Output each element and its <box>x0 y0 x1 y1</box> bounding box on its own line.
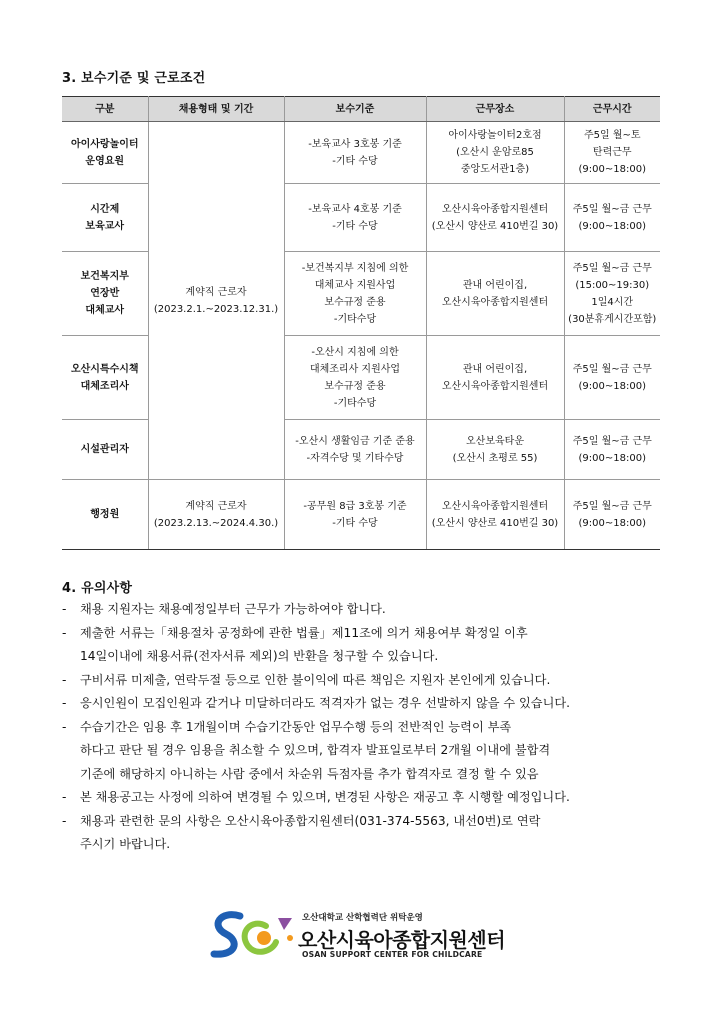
hours-cell: 주5일 월~금 근무 (9:00~18:00) <box>564 184 660 252</box>
header-place: 근무장소 <box>426 97 564 122</box>
place-cell: 오산시육아종합지원센터 (오산시 양산로 410번길 30) <box>426 184 564 252</box>
hours-cell: 주5일 월~금 근무 (9:00~18:00) <box>564 480 660 550</box>
pay-cell: -보육교사 4호봉 기준 -기타 수당 <box>284 184 426 252</box>
note-text: 본 채용공고는 사정에 의하여 변경될 수 있으며, 변경된 사항은 재공고 후 시행할 예정입니다. <box>80 790 570 804</box>
pay-cell: -보건복지부 지침에 의한 대체교사 지원사업 보수규정 준용 -기타수당 <box>284 252 426 336</box>
dash-marker: - <box>62 719 67 734</box>
list-item <box>62 669 662 693</box>
list-item <box>62 810 662 857</box>
center-name: 오산시육아종합지원센터 <box>298 928 506 952</box>
center-logo-icon <box>206 908 298 964</box>
contract-cell: 계약직 근로자 (2023.2.13.~2024.4.30.) <box>148 480 284 550</box>
role-cell: 행정원 <box>62 480 148 550</box>
list-item <box>62 622 662 669</box>
note-text: 수습기간은 임용 후 1개월이며 수습기간동안 업무수행 등의 전반적인 능력이 부족 하다고 판단 될 경우 임용을 취소할 수 있으며, 합격자 발표일로부터 2개월 이내에 불합격 기준에 해당하지 아니하는 사람 중에서 차순위 득점자를 추가 합격자로 결정 할 수 있음 <box>80 719 551 781</box>
dash-marker: - <box>62 813 67 828</box>
note-text: 응시인원이 모집인원과 같거나 미달하더라도 적격자가 없는 경우 선발하지 않을 수 있습니다. <box>80 696 570 710</box>
hours-cell: 주5일 월~금 근무 (9:00~18:00) <box>564 336 660 420</box>
pay-cell: -오산시 지침에 의한 대체조리사 지원사업 보수규정 준용 -기타수당 <box>284 336 426 420</box>
role-cell: 보건복지부 연장반 대체교사 <box>62 252 148 336</box>
notes-list <box>62 598 662 857</box>
section3-title: 3. 보수기준 및 근로조건 <box>62 71 206 86</box>
place-cell: 관내 어린이집, 오산시육아종합지원센터 <box>426 252 564 336</box>
header-pay: 보수기준 <box>284 97 426 122</box>
hours-cell: 주5일 월~금 근무 (15:00~19:30) 1일4시간 (30분휴게시간포함) <box>564 252 660 336</box>
dash-marker: - <box>62 790 67 804</box>
note-text: 채용 지원자는 채용예정일부터 근무가 가능하여야 합니다. <box>80 602 386 616</box>
note-text: 구비서류 미제출, 연락두절 등으로 인한 불이익에 따른 책임은 지원자 본인에게 있습니다. <box>80 672 551 687</box>
pay-cell: -공무원 8급 3호봉 기준 -기타 수당 <box>284 480 426 550</box>
dash-marker: - <box>62 672 67 687</box>
conditions-table <box>62 96 660 550</box>
pay-cell: -보육교사 3호봉 기준 -기타 수당 <box>284 122 426 184</box>
table-header-row <box>62 97 660 122</box>
header-employment: 채용형태 및 기간 <box>148 97 284 122</box>
dash-marker: - <box>62 602 67 616</box>
place-cell: 오산보육타운 (오산시 초평로 55) <box>426 420 564 480</box>
role-cell: 시간제 보육교사 <box>62 184 148 252</box>
list-item <box>62 692 662 716</box>
place-cell: 오산시육아종합지원센터 (오산시 양산로 410번길 30) <box>426 480 564 550</box>
dash-marker: - <box>62 625 67 640</box>
operator-subtitle: 오산대학교 산학협력단 위탁운영 <box>302 913 423 923</box>
footer-logo-block <box>206 908 526 968</box>
role-cell: 오산시특수시책 대체조리사 <box>62 336 148 420</box>
center-name-english: OSAN SUPPORT CENTER FOR CHILDCARE <box>302 950 483 959</box>
place-cell: 관내 어린이집, 오산시육아종합지원센터 <box>426 336 564 420</box>
role-cell: 시설관리자 <box>62 420 148 480</box>
role-cell: 아이사랑놀이터 운영요원 <box>62 122 148 184</box>
list-item <box>62 716 662 787</box>
place-cell: 아이사랑놀이터2호점 (오산시 운암로85 중앙도서관1층) <box>426 122 564 184</box>
note-text: 채용과 관련한 문의 사항은 오산시육아종합지원센터(031-374-5563, 내선0번)로 연락 주시기 바랍니다. <box>80 813 541 851</box>
hours-cell: 주5일 월~토 탄력근무 (9:00~18:00) <box>564 122 660 184</box>
header-hours: 근무시간 <box>564 97 660 122</box>
contract-cell: 계약직 근로자 (2023.2.1.~2023.12.31.) <box>148 122 284 480</box>
note-text: 제출한 서류는「채용절차 공정화에 관한 법률」제11조에 의거 채용여부 확정일 이후 14일이내에 채용서류(전자서류 제외)의 반환을 청구할 수 있습니다. <box>80 625 528 663</box>
section4-title: 4. 유의사항 <box>62 581 133 596</box>
table-row <box>62 480 660 550</box>
header-category: 구분 <box>62 97 148 122</box>
table-row <box>62 122 660 184</box>
list-item <box>62 786 662 810</box>
hours-cell: 주5일 월~금 근무 (9:00~18:00) <box>564 420 660 480</box>
pay-cell: -오산시 생활임금 기준 준용 -자격수당 및 기타수당 <box>284 420 426 480</box>
dash-marker: - <box>62 696 67 710</box>
list-item <box>62 598 662 622</box>
